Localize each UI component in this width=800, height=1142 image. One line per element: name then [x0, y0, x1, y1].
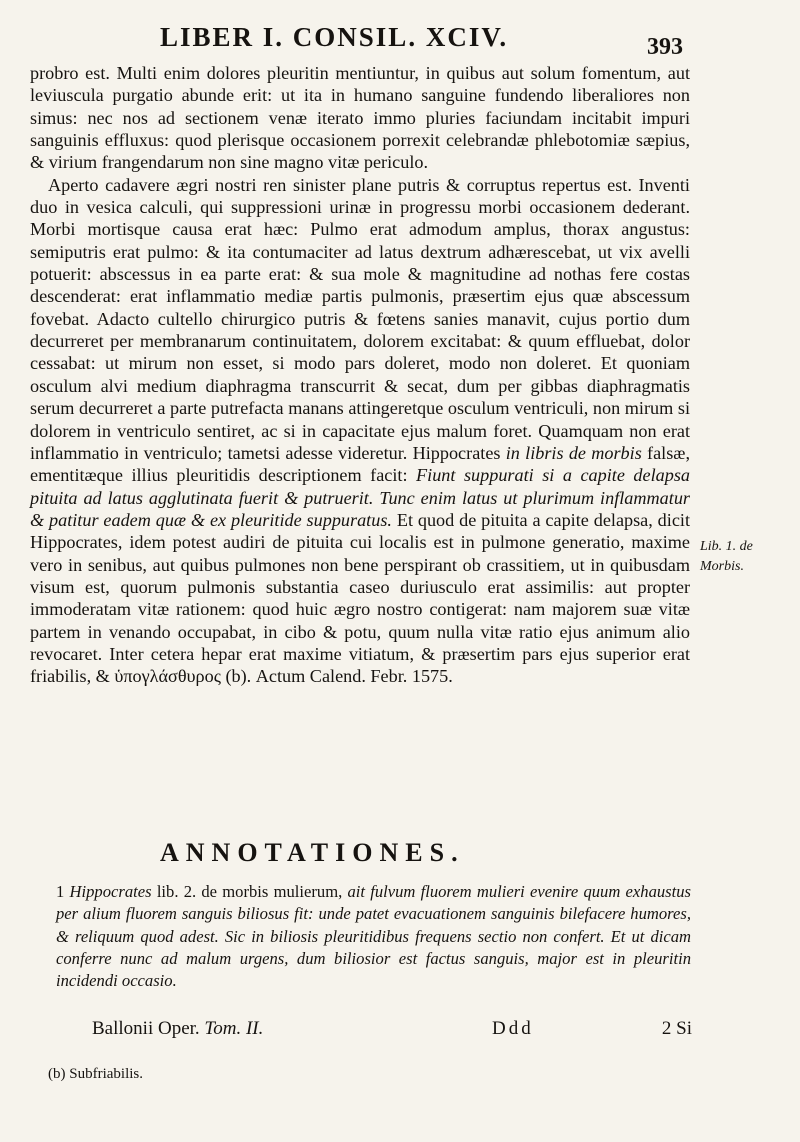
hippocrates-quotation: Fiunt suppurati si a capite delapsa pituita ad latus agglutinata fuerit & putruerit. Tunc enim latus ut plurimum inflammatur & patitur eadem quæ & ex pleuritide suppuratus. [30, 465, 690, 530]
paragraph-1: probro est. Multi enim dolores pleuritin mentiuntur, in quibus aut solum fomentum, aut leviuscula purgatio abunde erit: ut ita in humano sanguine fundendo liberaliores non simus: nec nos ad sectionem venæ iterato immo pluries faciundam incitabit impuri sanguinis effluxus: quod plerisque occasionem porrexit celebrandæ phlebotomiæ sæpius, & virium frangendarum non sine magno vitæ periculo. [30, 63, 690, 173]
section-heading: ANNOTATIONES. [160, 838, 465, 867]
footnote: (b) Subfriabilis. [48, 1066, 143, 1082]
signature-mark: Ddd [492, 1018, 534, 1039]
hippocrates-work-title: in libris de morbis [505, 442, 642, 463]
page-number: 393 [647, 34, 683, 60]
footer-volume [92, 1018, 263, 1040]
footer-tome: Tom. II. [204, 1018, 264, 1039]
footer-work: Ballonii Oper. [92, 1018, 200, 1039]
main-text [30, 62, 690, 688]
paragraph-2-text-a: Aperto cadavere ægri nostri ren sinister plane putris & corruptus repertus est. Inventi duo in vesica calculi, qui suppressioni urinæ in progressu morbi occasionem dederant. Morbi mortisque causa erat hæc: Pulmo erat admodum amplus, thorax angustus: semiputris erat pulmo: & ita contumaciter ad latus dextrum adhærescebat, ut vix avelli potuerit: abscessus in ea parte erat: & sua mole & magnitudine ad nothas fere costas descenderat: erat inflammatio mediæ partis pulmonis, præsertim ejus quæ abscessum fovebat. Adacto cultello chirurgico putris & fœtens sanies manavit, cujus portio dum decurreret per membranarum continuitatem, dolorem excitabat: & quum effluebat, dolor cessabat: ut mirum non esset, si modo pars doleret, modo non doleret. Et quoniam osculum alvi medium diaphragma transcurrit & secat, dum per gibbas diaphragmatis serum decurreret a parte putrefacta manans attingeretque osculum ventriculi, non mirum si dolorem in ventriculo sentiret, ac si in capacitate ejus malum foret. Quamquam non erat inflammatio in ventriculo; tametsi adesse videretur. Hippocrates [30, 174, 690, 463]
catchword: 2 Si [661, 1018, 692, 1039]
margin-note: Lib. 1. de Morbis. [700, 539, 753, 574]
paragraph-2-text-c: falsæ, ementitæque illius pleuritidis descriptionem facit: [30, 442, 690, 486]
running-head: LIBER I. CONSIL. XCIV. [160, 22, 509, 52]
paragraph-2-text-e: Et quod de pituita a capite delapsa, dicit Hippocrates, idem potest audiri de pituita cui localis est in pulmone generatio, maxime vero in senibus, aut quibus pulmones non bene perspirant ob crassitiem, ut in quibusdam visum est, quorum pulmonis substantia caseo duriusculo erat assimilis: aut propter immoderatam vitæ rationem: quod huic ægro nostro contigerat: nam majorem suæ vitæ partem in venando occupabat, in cibo & potu, quum nulla vitæ ratio ejus animum alio revocaret. Inter cetera hepar erat maxime vitiatum, & præsertim pars ejus superior erat friabilis, & ὑπογλάσθυρος (b). Actum Calend. Febr. 1575. [30, 509, 690, 687]
annotation-1 [56, 881, 691, 992]
annotation-number: 1 [56, 882, 65, 901]
paragraph-2 [30, 174, 690, 688]
annotation-reference: lib. 2. de morbis mulierum, [156, 882, 343, 901]
annotation-lead: Hippocrates [69, 882, 152, 901]
annotation-text: ait fulvum fluorem mulieri evenire quum exhaustus per alium fluorem sanguis biliosus fit: unde patet evacuationem sanguinis bilefacere humores, & reliquum quod adest. Sic in biliosis pleuritidibus frequens sectio non confert. Et ut dicam conferre nunc ad malum urgens, dum biliosior est factus sanguis, major est in pleuritin incidendi occasio. [56, 882, 691, 991]
